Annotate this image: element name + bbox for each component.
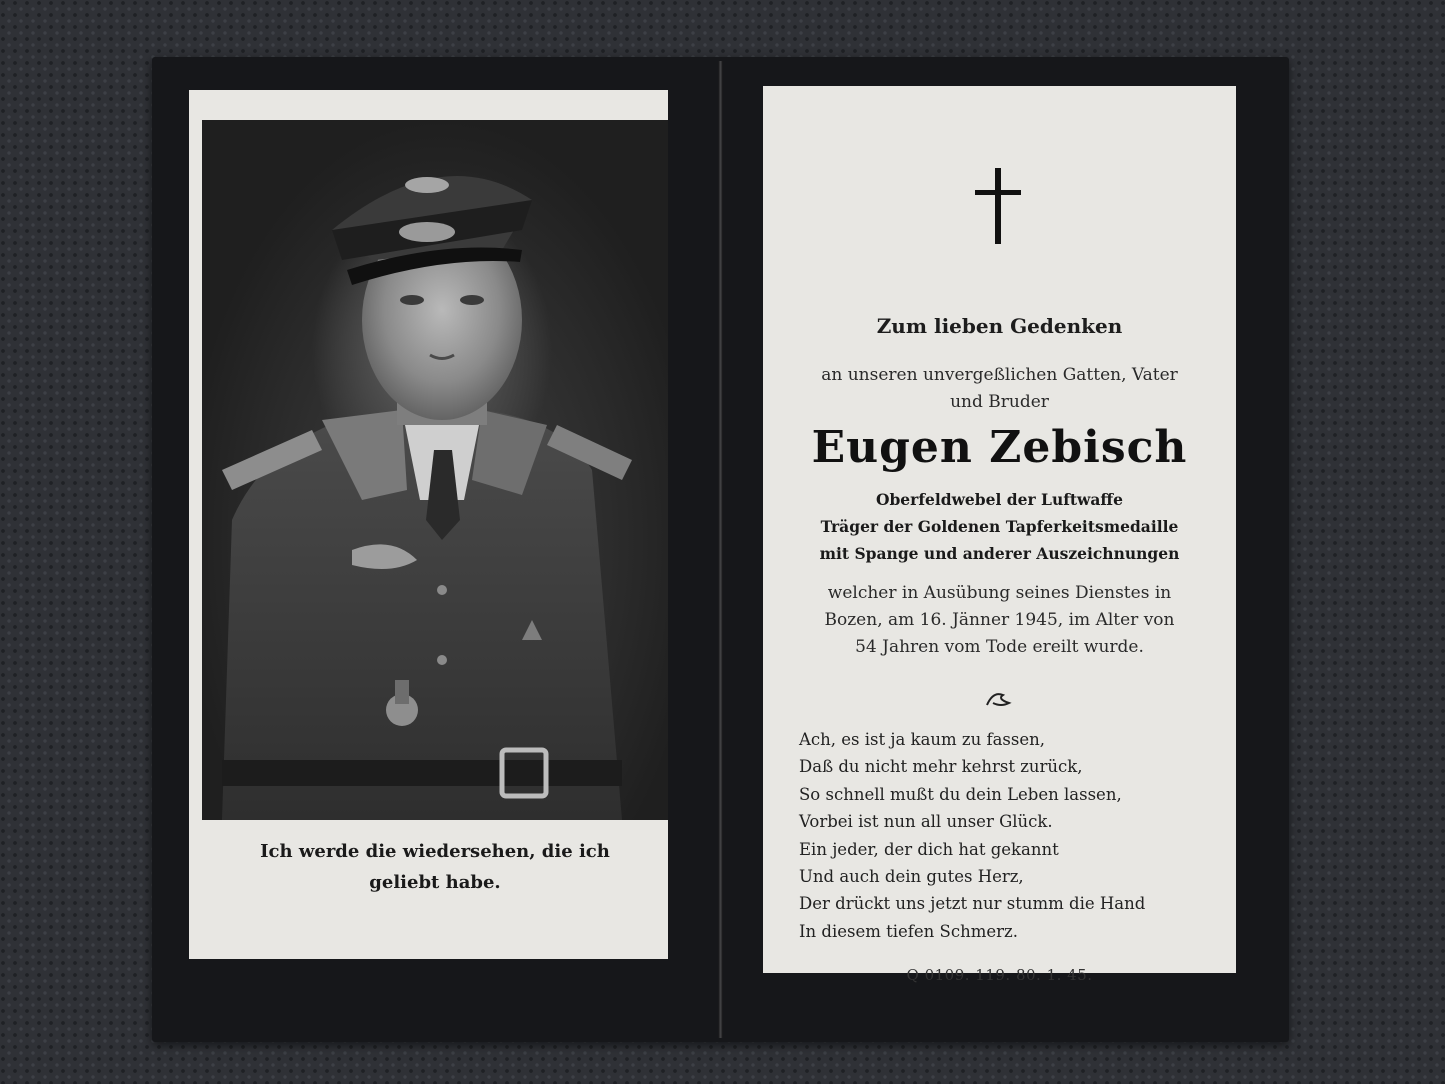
caption-line-2: geliebt habe.: [369, 872, 501, 893]
right-panel: [763, 86, 1236, 984]
death-line-1: welcher in Ausübung seines Dienstes in: [827, 583, 1172, 603]
memorial-intro: [783, 362, 1216, 416]
death-line-3: 54 Jahren vom Tode ereilt wurde.: [855, 637, 1144, 657]
memorial-poem: [799, 726, 1209, 945]
left-panel: [189, 90, 668, 959]
poem-line: Daß du nicht mehr kehrst zurück,: [799, 757, 1083, 777]
deceased-name: Eugen Zebisch: [811, 422, 1188, 473]
poem-line: So schnell mußt du dein Leben lassen,: [799, 784, 1122, 804]
poem-line: Vorbei ist nun all unser Glück.: [799, 812, 1053, 832]
poem-line: Und auch dein gutes Herz,: [799, 867, 1024, 887]
intro-line-1: an unseren unvergeßlichen Gatten, Vater: [821, 365, 1178, 385]
portrait-photo: [202, 120, 668, 820]
print-code: Q 0109. 119. 80. 1. 45.: [906, 966, 1093, 984]
intro-line-2: und Bruder: [950, 392, 1049, 412]
card-fold: [718, 61, 723, 1038]
rank-line-2: Träger der Goldenen Tapferkeitsmedaille: [820, 517, 1179, 536]
caption-line-1: Ich werde die wiedersehen, die ich: [260, 841, 610, 862]
memorial-heading: Zum lieben Gedenken: [876, 314, 1123, 338]
rank-line-3: mit Spange und anderer Auszeichnungen: [819, 544, 1180, 563]
portrait-caption: [202, 836, 668, 898]
poem-line: Ein jeder, der dich hat gekannt: [799, 839, 1059, 859]
death-notice: [785, 580, 1214, 661]
cross-icon: [975, 168, 1021, 244]
poem-line: Ach, es ist ja kaum zu fassen,: [799, 730, 1046, 749]
rank-line-1: Oberfeldwebel der Luftwaffe: [875, 490, 1124, 509]
ornament-icon: [983, 689, 1019, 709]
memorial-card: [152, 57, 1289, 1042]
poem-line: Der drückt uns jetzt nur stumm die Hand: [799, 894, 1146, 914]
soldier-portrait-image: [202, 120, 668, 820]
death-line-2: Bozen, am 16. Jänner 1945, im Alter von: [824, 610, 1175, 630]
poem-line: In diesem tiefen Schmerz.: [799, 921, 1018, 941]
rank-and-honors: [777, 486, 1222, 567]
